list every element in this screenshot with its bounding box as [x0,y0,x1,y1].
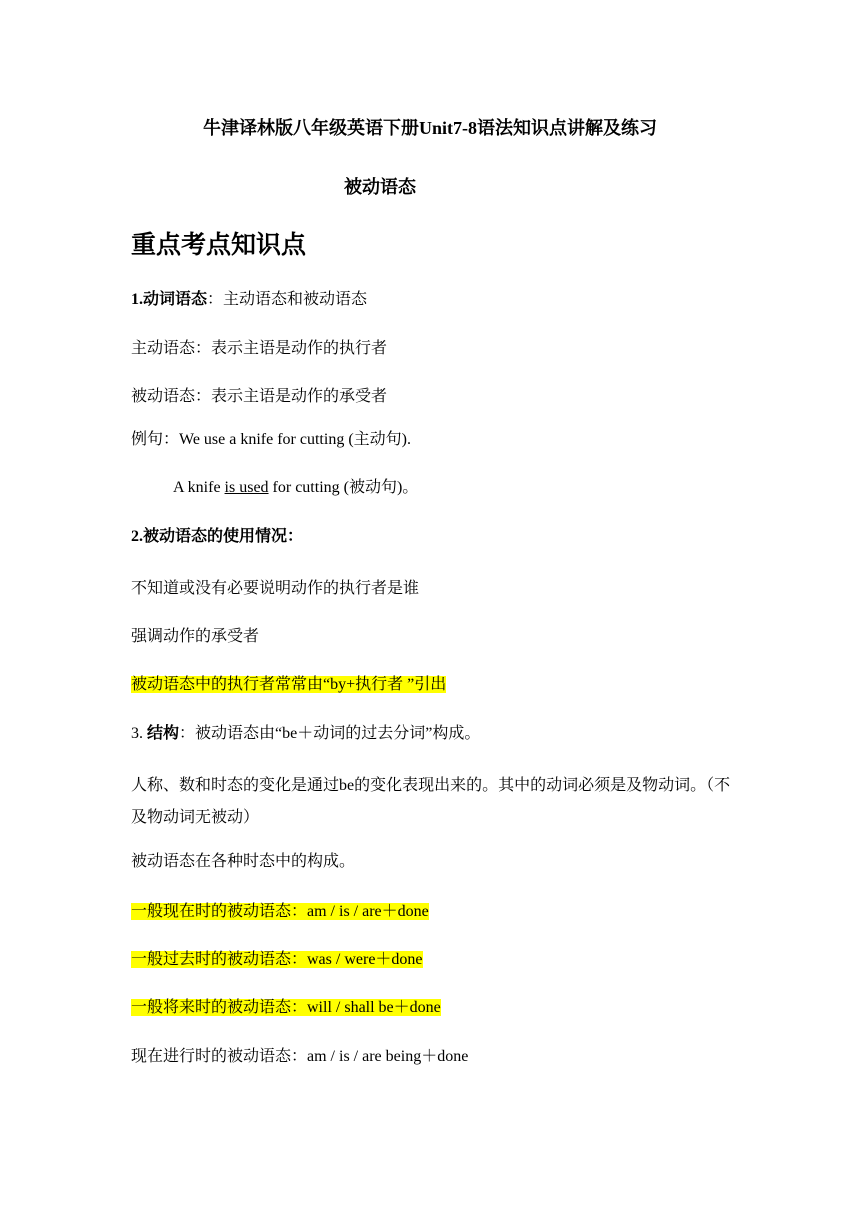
section-1-line [131,288,367,312]
section-3-number: 3. [131,725,147,742]
example-passive-pre: A knife [173,479,225,496]
section-1-text: ：主动语态和被动语态 [207,291,368,308]
section-2-heading: 2.被动语态的使用情况： [131,528,304,545]
example-passive-sentence [173,476,418,500]
document-subtitle: 被动语态 [344,177,416,197]
active-voice-definition: 主动语态：表示主语是动作的执行者 [131,340,388,357]
tense-present-continuous: 现在进行时的被动语态：am / is / are being＋done [131,1048,469,1065]
section-3-label: 结构 [147,725,180,742]
usage-item-3-highlight: 被动语态中的执行者常常由“by+执行者 ”引出 [131,676,447,693]
passive-voice-definition: 被动语态：表示主语是动作的承受者 [131,388,388,405]
structure-paragraph: 人称、数和时态的变化是通过be的变化表现出来的。其中的动词必须是及物动词。（不及物动词无被动） [131,777,731,826]
example-passive-post: for cutting (被动句)。 [268,479,419,496]
tense-simple-past [131,948,423,972]
usage-item-2: 强调动作的承受者 [131,628,260,645]
tense-simple-future [131,996,441,1020]
usage-item-1: 不知道或没有必要说明动作的执行者是谁 [131,580,420,597]
document-title: 牛津译林版八年级英语下册Unit7-8语法知识点讲解及练习 [203,118,657,138]
section-3-text: ：被动语态由“be＋动词的过去分词”构成。 [179,725,481,742]
section-1-label: 1.动词语态 [131,291,208,308]
tense-simple-present-highlight: 一般现在时的被动语态：am / is / are＋done [131,903,429,920]
example-passive-underlined: is used [224,479,269,496]
tense-simple-future-highlight: 一般将来时的被动语态：will / shall be＋done [131,999,441,1016]
section-3-line [131,722,480,746]
tense-simple-present [131,900,429,924]
example-active-sentence: 例句：We use a knife for cutting (主动句). [131,431,411,448]
tense-simple-past-highlight: 一般过去时的被动语态：was / were＋done [131,951,423,968]
tense-intro: 被动语态在各种时态中的构成。 [131,853,356,870]
section-heading: 重点考点知识点 [131,232,307,259]
usage-item-3 [131,673,446,697]
